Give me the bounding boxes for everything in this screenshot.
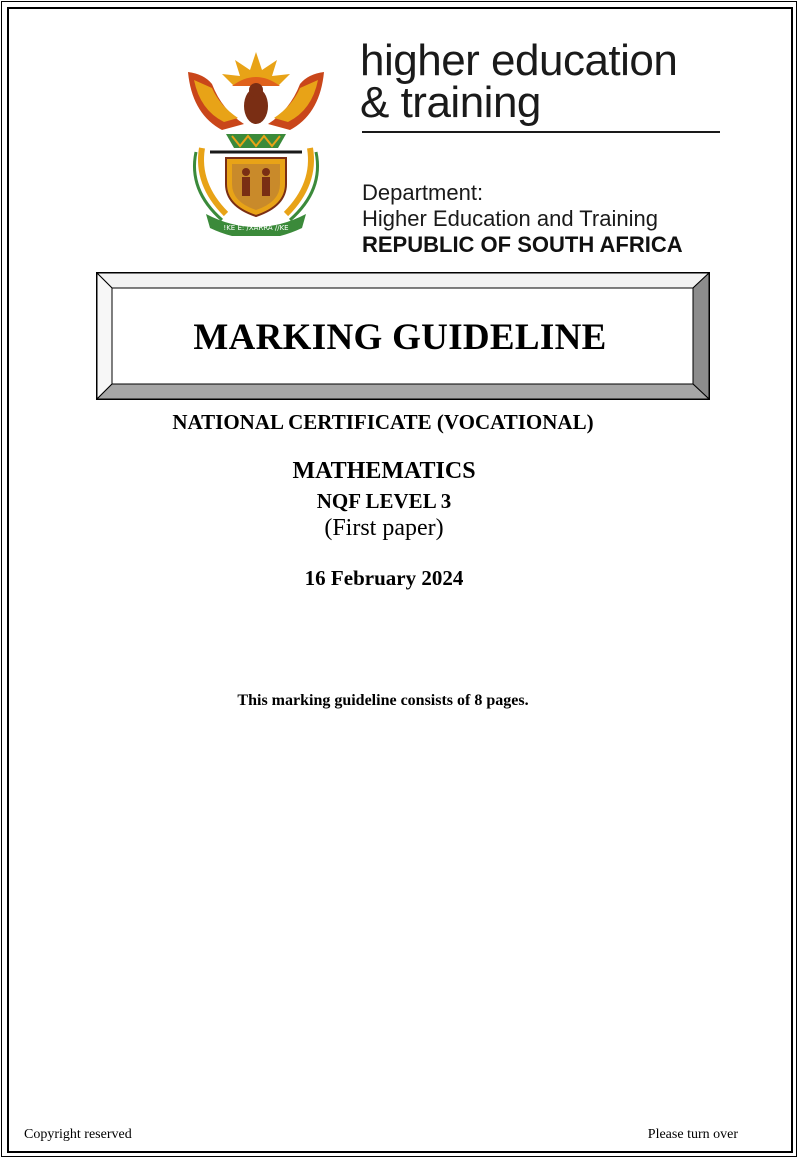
sun-icon	[222, 52, 290, 86]
copyright-footer: Copyright reserved	[24, 1127, 132, 1142]
nqf-level: NQF LEVEL 3	[316, 489, 452, 513]
brand-line-2: & training	[360, 78, 541, 127]
turn-over-footer: Please turn over	[647, 1127, 738, 1142]
page-count-note: This marking guideline consists of 8 pages.	[237, 692, 529, 709]
brand-line-1: higher education	[360, 36, 678, 85]
coat-of-arms-logo	[182, 44, 330, 236]
paper-number: (First paper)	[324, 515, 444, 541]
department-name: Higher Education and Training	[362, 206, 658, 231]
certificate-name: NATIONAL CERTIFICATE (VOCATIONAL)	[172, 410, 594, 434]
exam-date: 16 February 2024	[304, 566, 464, 590]
department-label: Department:	[362, 180, 484, 205]
crest-motto: !KE E: /XARRA //KE	[223, 224, 289, 232]
department-header	[360, 36, 730, 257]
subject-name: MATHEMATICS	[292, 458, 476, 484]
document-title: MARKING GUIDELINE	[193, 317, 607, 358]
brand-divider	[362, 131, 720, 133]
country-name: REPUBLIC OF SOUTH AFRICA	[362, 232, 683, 257]
